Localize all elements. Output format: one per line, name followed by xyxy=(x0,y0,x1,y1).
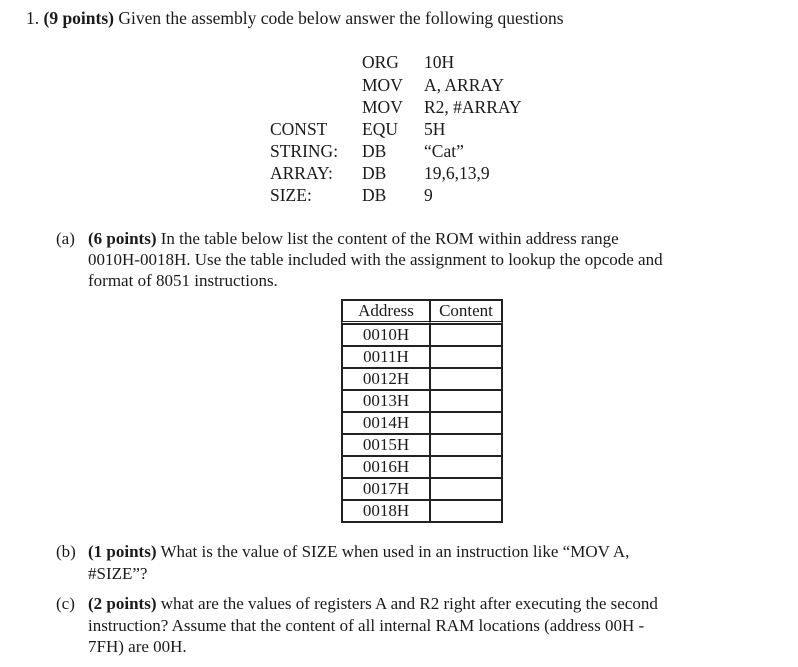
part-b-text: What is the value of SIZE when used in an instruction like “MOV A, xyxy=(160,542,630,561)
part-c-text: what are the values of registers A and R2 right after executing the second xyxy=(160,594,658,613)
part-a-letter: (a) xyxy=(56,229,75,248)
address-cell: 0014H xyxy=(342,412,430,434)
column-header-address: Address xyxy=(342,300,430,324)
part-a-points: (6 points) xyxy=(88,229,157,248)
asm-op: DB xyxy=(362,163,387,183)
content-cell[interactable] xyxy=(430,500,502,522)
asm-arg: R2, #ARRAY xyxy=(424,97,522,117)
table-row xyxy=(342,368,502,390)
content-cell[interactable] xyxy=(430,324,502,346)
address-cell: 0012H xyxy=(342,368,430,390)
asm-op: MOV xyxy=(362,75,403,95)
asm-label: CONST xyxy=(270,119,328,139)
question-text: Given the assembly code below answer the following questions xyxy=(118,8,564,28)
table-row xyxy=(342,456,502,478)
content-cell[interactable] xyxy=(430,390,502,412)
asm-arg: 9 xyxy=(424,185,433,205)
asm-op: ORG xyxy=(362,52,399,72)
table-row xyxy=(342,346,502,368)
rom-table xyxy=(341,299,503,523)
part-a-line-1 xyxy=(88,228,619,249)
part-c-line-1 xyxy=(88,593,658,614)
part-c-letter: (c) xyxy=(56,594,75,613)
content-cell[interactable] xyxy=(430,368,502,390)
question-points: (9 points) xyxy=(43,8,114,28)
asm-arg: 19,6,13,9 xyxy=(424,163,490,183)
part-b-points: (1 points) xyxy=(88,542,157,561)
table-row xyxy=(342,324,502,346)
table-header-row xyxy=(342,300,502,324)
table-row xyxy=(342,412,502,434)
content-cell[interactable] xyxy=(430,434,502,456)
column-header-content: Content xyxy=(430,300,502,324)
address-cell: 0010H xyxy=(342,324,430,346)
asm-arg: 5H xyxy=(424,119,446,139)
question-heading xyxy=(26,8,564,29)
asm-arg: 10H xyxy=(424,52,455,72)
content-cell[interactable] xyxy=(430,478,502,500)
part-a-line-3: format of 8051 instructions. xyxy=(88,271,278,290)
asm-op: DB xyxy=(362,185,387,205)
address-cell: 0013H xyxy=(342,390,430,412)
content-cell[interactable] xyxy=(430,412,502,434)
asm-label: SIZE: xyxy=(270,185,312,205)
asm-arg: A, ARRAY xyxy=(424,75,505,95)
part-b-line-1 xyxy=(88,541,629,562)
part-b-line-2: #SIZE”? xyxy=(88,564,148,583)
asm-op: MOV xyxy=(362,97,403,117)
part-c-line-2: instruction? Assume that the content of all internal RAM locations (address 00H - xyxy=(88,616,645,635)
part-a-text: In the table below list the content of the ROM within address range xyxy=(160,229,619,248)
address-cell: 0018H xyxy=(342,500,430,522)
table-row xyxy=(342,390,502,412)
content-cell[interactable] xyxy=(430,346,502,368)
address-cell: 0016H xyxy=(342,456,430,478)
table-row xyxy=(342,500,502,522)
asm-label: ARRAY: xyxy=(270,163,333,183)
asm-op: DB xyxy=(362,141,387,161)
table-row xyxy=(342,478,502,500)
address-cell: 0015H xyxy=(342,434,430,456)
part-c-points: (2 points) xyxy=(88,594,157,613)
table-row xyxy=(342,434,502,456)
asm-op: EQU xyxy=(362,119,398,139)
part-a-line-2: 0010H-0018H. Use the table included with the assignment to lookup the opcode and xyxy=(88,250,663,269)
address-cell: 0017H xyxy=(342,478,430,500)
part-c-line-3: 7FH) are 00H. xyxy=(88,637,187,656)
part-b-letter: (b) xyxy=(56,542,76,561)
asm-arg: “Cat” xyxy=(424,141,464,161)
question-number: 1. xyxy=(26,8,40,28)
asm-label: STRING: xyxy=(270,141,339,161)
content-cell[interactable] xyxy=(430,456,502,478)
address-cell: 0011H xyxy=(342,346,430,368)
